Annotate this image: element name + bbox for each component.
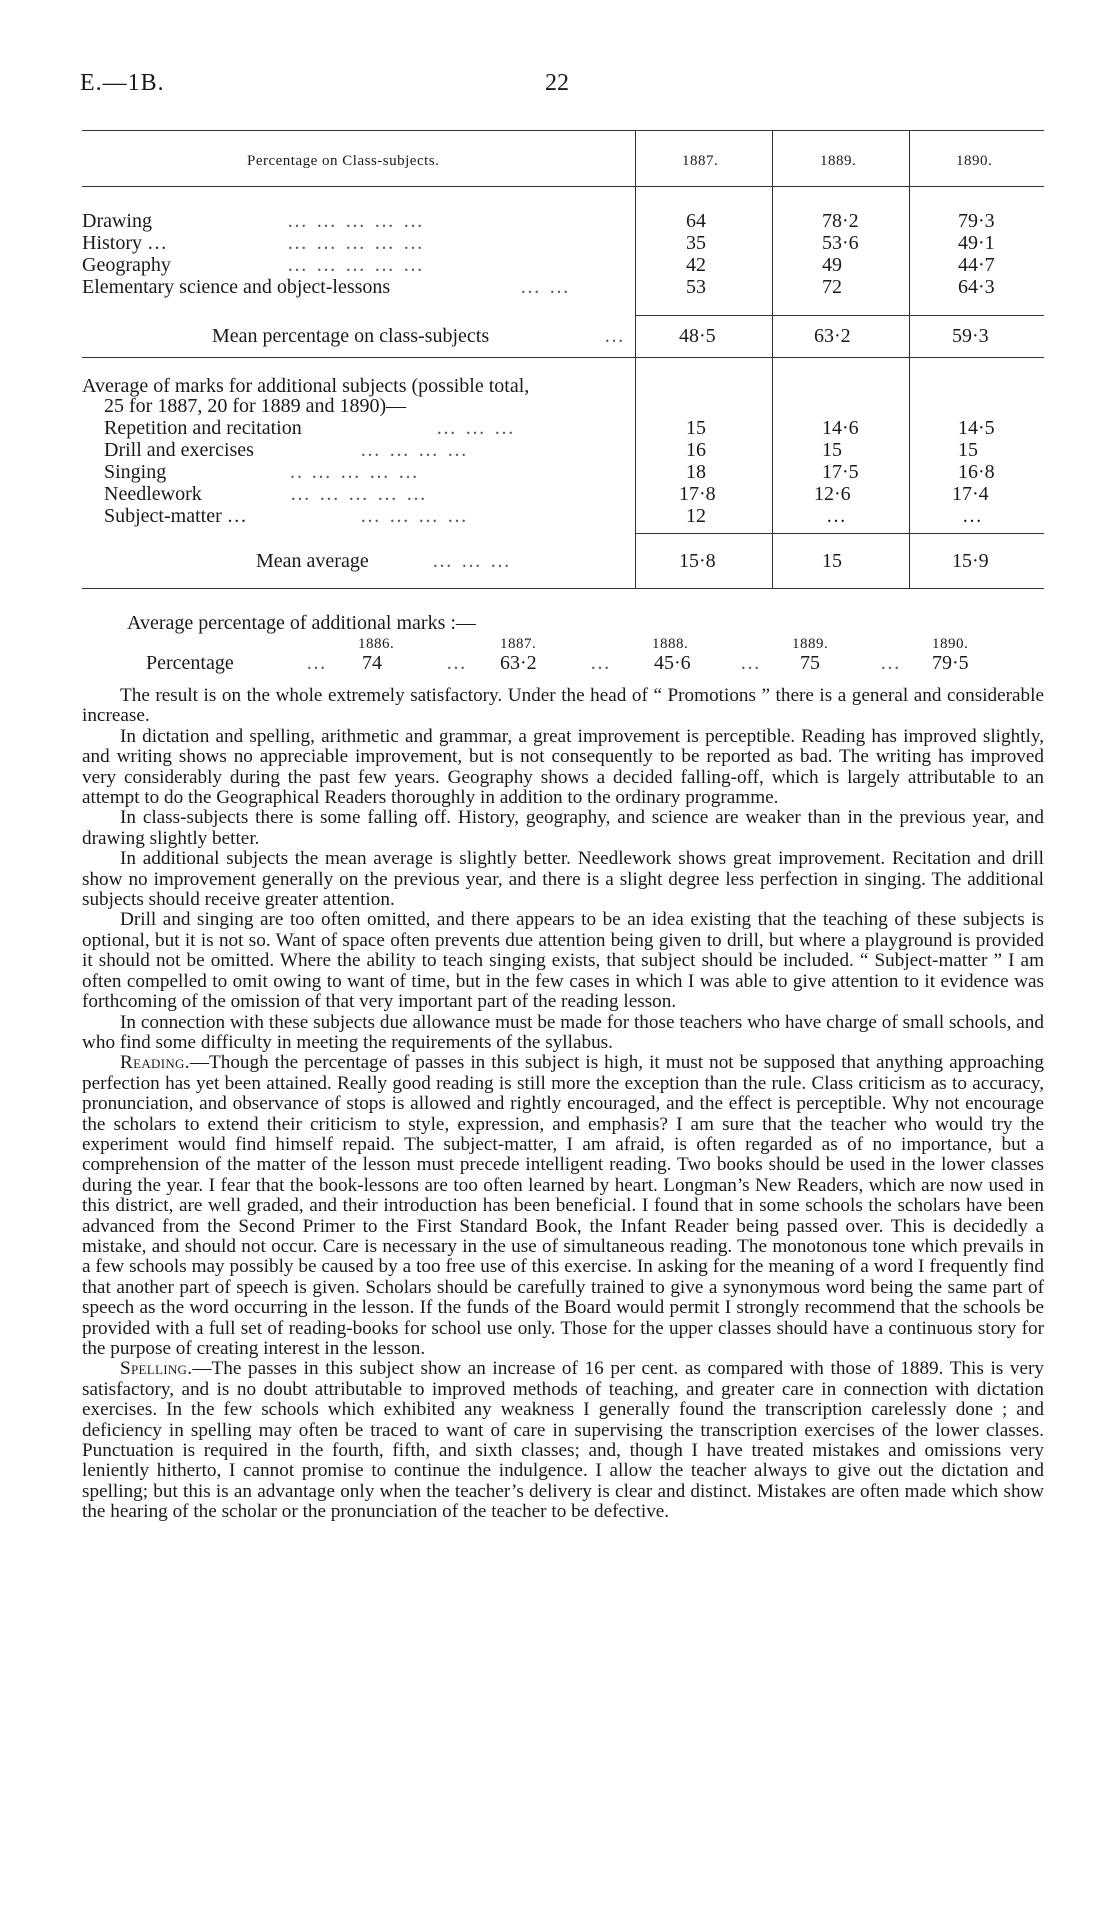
summary-heading: Average percentage of additional marks :— xyxy=(127,612,476,634)
value-1887: 15·8 xyxy=(679,550,716,572)
value-1887: 15 xyxy=(686,417,706,439)
value-1887: 18 xyxy=(686,461,706,483)
paragraph: The result is on the whole extremely satisfactory. Under the head of “ Promotions ” there is a general and considerable increase. xyxy=(82,685,1044,727)
subject-name: Needlework xyxy=(104,483,202,505)
leader-dots: … xyxy=(306,652,328,674)
class-subtotal-rule xyxy=(635,315,1044,316)
value-1889: 53·6 xyxy=(822,232,859,254)
value-1890: 14·5 xyxy=(958,417,995,439)
column-divider xyxy=(772,130,773,588)
leader-dots: … … … … … xyxy=(287,254,425,276)
value-1887: 42 xyxy=(686,254,706,276)
value-1889: 15 xyxy=(822,439,842,461)
value-1889: 63·2 xyxy=(814,325,851,347)
value-1890: 59·3 xyxy=(952,325,989,347)
leader-dots: … … … xyxy=(436,417,516,439)
year-header: 1887. xyxy=(682,153,719,169)
subject-name: Drawing xyxy=(82,210,152,232)
value-1887: 17·8 xyxy=(679,483,716,505)
subject-name: Elementary science and object-lessons xyxy=(82,276,391,298)
paragraph: Drill and singing are too often omitted, and there appears to be an idea existing that the teaching of these subjects is optional, but it is not so. Want of space often prevents due attention being given to drill, but where a playground is provided it should not be omitted. Where the ability to teach singing exists, that subject should be included. “ Subject-matter ” I am often compelled to omit owing to want of time, but in the few cases in which I was able to give attention to it evidence was forthcoming of the omission of that very important part of the reading lesson. xyxy=(82,909,1044,1013)
leader-dots: … xyxy=(740,652,762,674)
leader-dots: … … … … … xyxy=(290,483,428,505)
summary-year: 1890. xyxy=(932,636,969,652)
summary-year: 1886. xyxy=(358,636,395,652)
value-1887: 16 xyxy=(686,439,706,461)
class-subjects-table xyxy=(82,130,1044,590)
leader-dots: … xyxy=(446,652,468,674)
value-1890: 49·1 xyxy=(958,232,995,254)
value-1890: 17·4 xyxy=(952,483,989,505)
value-1889: … xyxy=(826,505,846,527)
leader-dots: .. … … … … xyxy=(290,461,420,483)
page-number: 22 xyxy=(545,70,569,96)
subject-name: History … xyxy=(82,232,167,254)
subject-name: Geography xyxy=(82,254,171,276)
leader-dots: … … … … … xyxy=(287,210,425,232)
paragraph: In dictation and spelling, arithmetic and grammar, a great improvement is perceptible. Reading has improved slightly, and writing shows no appreciable improvement, but is not consequently to be reported as bad. The writing has improved very considerably during the past few years. Geography shows a decided falling-off, which is largely attributable to an attempt to do the Geographical Readers thoroughly in addition to the ordinary programme. xyxy=(82,725,1044,809)
subject-name: Subject-matter … xyxy=(104,505,247,527)
paragraph-text: —The passes in this subject show an increase of 16 per cent. as compared with those of 1889. This is very satisfactory, and is no doubt attributable to improved methods of teaching, and greater care in connection with dictation exercises. In the few schools which exhibited any weakness I generally found the transcription carelessly done ; and deficiency in spelling may often be traced to want of care in supervising the transcription exercises of the lower classes. Punctuation is required in the fourth, fifth, and sixth classes; and, though I have treated mistakes and omissions very leniently hitherto, I cannot promise to continue the indulgence. I allow the teacher always to give out the dictation and spelling; but this is an advantage only when the teacher’s delivery is clear and distinct. Mistakes are often made which show the hearing of the scholar or the pronunciation of the teacher to be defective. xyxy=(82,1358,1044,1523)
value-1887: 35 xyxy=(686,232,706,254)
summary-year: 1887. xyxy=(500,636,537,652)
summary-value: 75 xyxy=(800,652,820,674)
value-1890: 79·3 xyxy=(958,210,995,232)
value-1889: 14·6 xyxy=(822,417,859,439)
section-heading: Spelling. xyxy=(120,1358,193,1380)
paragraph: In additional subjects the mean average is slightly better. Needlework shows great improvement. Recitation and drill show no improvement generally on the previous year, and there is a slight degree less perfection in singing. The additional subjects should receive greater attention. xyxy=(82,848,1044,911)
mean-label: Mean percentage on class-subjects xyxy=(212,325,490,347)
value-1889: 15 xyxy=(822,550,842,572)
class-mean-rule xyxy=(82,357,1044,358)
table-head-label: Percentage on Class-subjects. xyxy=(247,153,440,169)
value-1889: 72 xyxy=(822,276,842,298)
value-1890: 44·7 xyxy=(958,254,995,276)
paragraph-text: —Though the percentage of passes in this subject is high, it must not be supposed that anything approaching perfection has yet been attained. Really good reading is still more the exception than the rule. Class criticism as to accuracy, pronunciation, and observance of stops is allowed and rightly encouraged, and the effect is perceptible. Why not encourage the scholars to extend their criticism to style, expression, and emphasis? I am sure that the teacher who would try the experiment would find himself repaid. The subject-matter, I am afraid, is often regarded as of no importance, but a comprehension of the matter of the lesson must precede intelligent reading. Two books should be used in the lower classes during the year. I fear that the book-lessons are too often learned by heart. Longman’s New Readers, which are now used in this district, are well graded, and their introduction has been beneficial. I found that in some schools the scholars have been advanced from the Second Primer to the First Standard Book, the Infant Reader being passed over. This is decidedly a mistake, and should not occur. Care is necessary in the use of simultaneous reading. The monotonous tone which prevails in a few schools may possibly be caused by a too free use of this exercise. In asking for the meaning of a word I frequently find that another part of speech is given. Scholars should be carefully trained to give a synonymous word being the same part of speech as the word occurring in the lesson. If the funds of the Board would permit I strongly recommend that the schools be provided with a full set of reading-books for school use only. Those for the upper classes should have a continuous story for the purpose of creating interest in the lesson. xyxy=(82,1052,1044,1359)
report-body xyxy=(82,686,1044,1523)
value-1887: 64 xyxy=(686,210,706,232)
additional-heading: Average of marks for additional subjects (possible total, xyxy=(82,375,530,397)
summary-value: 74 xyxy=(362,652,382,674)
document-reference: E.—1B. xyxy=(80,70,165,96)
subject-name: Drill and exercises xyxy=(104,439,254,461)
leader-dots: … … … … xyxy=(360,505,469,527)
summary-value: 63·2 xyxy=(500,652,537,674)
subject-name: Singing xyxy=(104,461,167,483)
summary-value: 45·6 xyxy=(654,652,691,674)
value-1887: 48·5 xyxy=(679,325,716,347)
summary-year: 1889. xyxy=(792,636,829,652)
value-1889: 49 xyxy=(822,254,842,276)
value-1889: 12·6 xyxy=(814,483,851,505)
column-divider xyxy=(635,130,636,588)
additional-subtotal-rule xyxy=(635,533,1044,534)
table-head-rule xyxy=(82,186,1044,187)
value-1890: 16·8 xyxy=(958,461,995,483)
table-top-rule xyxy=(82,130,1044,131)
section-heading: Reading. xyxy=(120,1052,190,1074)
value-1889: 78·2 xyxy=(822,210,859,232)
paragraph-reading xyxy=(82,1053,1044,1359)
value-1890: 15 xyxy=(958,439,978,461)
leader-dots: … … … … xyxy=(360,439,469,461)
leader-dots: … … … … … xyxy=(287,232,425,254)
leader-dots: … … xyxy=(520,276,571,298)
summary-year: 1888. xyxy=(652,636,689,652)
leader-dots: … xyxy=(880,652,902,674)
column-divider xyxy=(909,130,910,588)
value-1890: … xyxy=(962,505,982,527)
value-1890: 15·9 xyxy=(952,550,989,572)
paragraph: In connection with these subjects due allowance must be made for those teachers who have charge of small schools, and who find some difficulty in meeting the requirements of the syllabus. xyxy=(82,1011,1044,1053)
leader-dots: … xyxy=(590,652,612,674)
leader-dots: … … … xyxy=(432,550,512,572)
year-header: 1890. xyxy=(956,153,993,169)
value-1887: 12 xyxy=(686,505,706,527)
summary-row-label: Percentage xyxy=(146,652,234,674)
additional-heading-cont: 25 for 1887, 20 for 1889 and 1890)— xyxy=(104,395,407,417)
mean-label: Mean average xyxy=(256,550,369,572)
value-1887: 53 xyxy=(686,276,706,298)
summary-value: 79·5 xyxy=(932,652,969,674)
paragraph: In class-subjects there is some falling off. History, geography, and science are weaker than in the previous year, and drawing slightly better. xyxy=(82,807,1044,849)
subject-name: Repetition and recitation xyxy=(104,417,302,439)
value-1890: 64·3 xyxy=(958,276,995,298)
paragraph-spelling xyxy=(82,1359,1044,1522)
value-1889: 17·5 xyxy=(822,461,859,483)
year-header: 1889. xyxy=(820,153,857,169)
leader-dots: … xyxy=(604,325,626,347)
table-bottom-rule xyxy=(82,588,1044,589)
